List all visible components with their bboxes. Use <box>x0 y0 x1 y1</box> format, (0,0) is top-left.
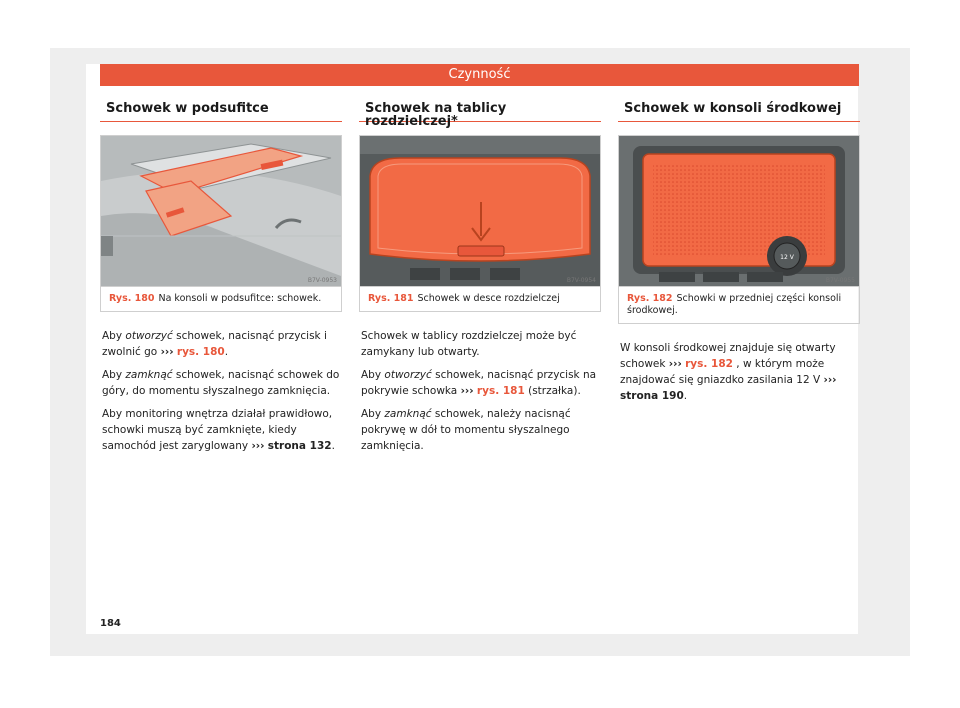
figure-reference-link[interactable]: rys. 182 <box>685 358 733 370</box>
figure-code: B7V-0953 <box>307 277 337 284</box>
figure-reference-link[interactable]: rys. 180 <box>176 346 225 358</box>
paragraph: Aby otworzyć schowek, nacisnąć przycisk na pokrywie schowka ››› rys. 181 (strzałka). <box>361 369 597 397</box>
paragraph: Schowek w tablicy rozdzielczej może być zamykany lub otwarty. <box>361 330 577 358</box>
figure-number: Rys. 181 <box>368 293 414 304</box>
section-center-console <box>618 96 860 411</box>
roof-console-illustration <box>101 136 341 286</box>
section-body <box>618 340 860 404</box>
chapter-header: Czynność <box>100 64 859 86</box>
figure-caption <box>101 286 341 311</box>
center-console-illustration <box>619 136 859 286</box>
page-number: 184 <box>100 618 121 629</box>
section-title: Schowek w konsoli środkowej <box>618 96 860 122</box>
figure-caption <box>360 286 600 311</box>
figure-number: Rys. 180 <box>109 293 155 304</box>
figure-reference-link[interactable]: rys. 181 <box>476 385 525 397</box>
figure-182 <box>618 135 860 324</box>
section-dashboard-compartment <box>359 96 601 461</box>
page-reference-link[interactable]: strona 132 <box>267 440 332 452</box>
paragraph: Aby otworzyć schowek, nacisnąć przycisk i zwolnić go ››› rys. 180. <box>102 330 327 358</box>
section-body <box>100 328 342 454</box>
dashboard-glovebox-illustration <box>360 136 600 286</box>
page-reference-link[interactable]: strona 190 <box>620 390 684 402</box>
paragraph: Aby monitoring wnętrza działał prawidłowo, schowki muszą być zamknięte, kiedy samochód jest zaryglowany ››› strona 132. <box>102 408 335 452</box>
figure-code: B7V-0954 <box>566 277 596 284</box>
paragraph: Aby zamknąć schowek, nacisnąć schowek do góry, do momentu słyszalnego zamknięcia. <box>102 369 340 397</box>
paragraph: W konsoli środkowej znajduje się otwarty schowek ››› rys. 182 , w którym może znajdować się gniazdko zasilania 12 V ››› strona 190. <box>620 342 837 402</box>
figure-caption-text: Na konsoli w podsufitce: schowek. <box>158 293 322 304</box>
figure-caption-text: Schowek w desce rozdzielczej <box>417 293 560 304</box>
figure-180 <box>100 135 342 312</box>
section-body <box>359 328 601 454</box>
section-roof-compartment <box>100 96 342 461</box>
paragraph: Aby zamknąć schowek, należy nacisnąć pokrywę w dół to momentu słyszalnego zamknięcia. <box>361 408 571 452</box>
socket-label: 12 V <box>780 254 794 261</box>
figure-caption-text: Schowki w przedniej części konsoli środkowej. <box>627 293 842 316</box>
section-title: Schowek w podsufitce <box>100 96 342 122</box>
figure-caption <box>619 286 859 323</box>
figure-code: B7V-0955 <box>825 277 855 284</box>
section-title: Schowek na tablicy rozdzielczej* <box>359 96 601 122</box>
figure-number: Rys. 182 <box>627 293 673 304</box>
figure-181 <box>359 135 601 312</box>
